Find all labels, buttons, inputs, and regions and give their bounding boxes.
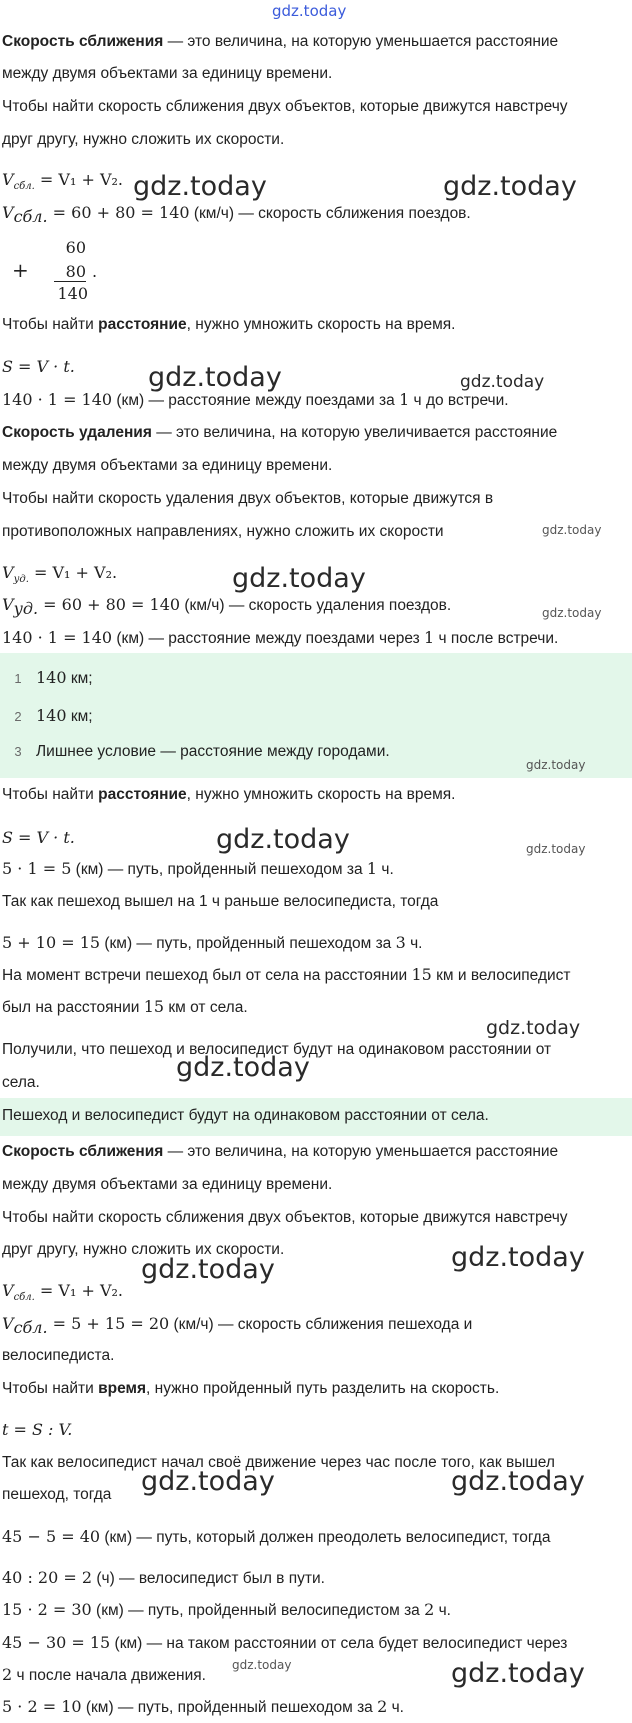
watermark: gdz.today	[526, 758, 586, 772]
watermark: gdz.today	[526, 842, 586, 856]
text-line: Так как велосипедист начал своё движение через час после того, как вышел	[2, 1454, 555, 1471]
watermark-top: gdz.today	[272, 2, 347, 20]
text-line: села.	[2, 1074, 40, 1091]
text-line: противоположных направлениях, нужно сложить их скорости	[2, 523, 444, 540]
watermark: gdz.today	[486, 1017, 581, 1039]
watermark: gdz.today	[232, 1658, 292, 1672]
formula-approach-speed-2: $V_{сбл.} = V_1 + V_2$.	[2, 1281, 123, 1304]
watermark: gdz.today	[443, 171, 577, 202]
definition-approach-speed-2: Скорость сближения — это величина, на которую уменьшается расстояние	[2, 1143, 559, 1160]
watermark: gdz.today	[542, 606, 602, 620]
answer-item-1: 1 140 км;	[14, 668, 93, 687]
answer-item-2: 2 140 км;	[14, 706, 93, 725]
watermark: gdz.today	[232, 563, 366, 594]
text-line: На момент встречи пешеход был от села на расстоянии 15 км и велосипедист	[2, 965, 571, 984]
watermark: gdz.today	[451, 1242, 585, 1273]
definition-approach-speed: Скорость сближения — это величина, на которую уменьшается расстояние	[2, 33, 559, 50]
text-line: Чтобы найти скорость удаления двух объектов, которые движутся в	[2, 490, 494, 507]
formula-cyclist-distance: 15 · 2 = 30 (км) — путь, пройденный велосипедистом за 2 ч.	[2, 1600, 451, 1619]
watermark: gdz.today	[451, 1658, 585, 1689]
text-line: друг другу, нужно сложить их скорости.	[2, 1241, 285, 1258]
text-line: Чтобы найти время, нужно пройденный путь разделить на скорость.	[2, 1380, 500, 1397]
formula-pedestrian-1h: 5 · 1 = 5 (км) — путь, пройденный пешеходом за 1 ч.	[2, 859, 394, 878]
watermark: gdz.today	[460, 372, 545, 392]
text-line: между двумя объектами за единицу времени.	[2, 1176, 333, 1193]
text-line: Чтобы найти расстояние, нужно умножить скорость на время.	[2, 786, 456, 803]
formula-distance: S = V · t.	[2, 357, 75, 376]
formula-cyclist-path: 45 − 5 = 40 (км) — путь, который должен преодолеть велосипедист, тогда	[2, 1527, 551, 1546]
answer-text: Пешеход и велосипедист будут на одинаковом расстоянии от села.	[2, 1107, 489, 1124]
text-line: был на расстоянии 15 км от села.	[2, 997, 248, 1016]
text-line: Чтобы найти скорость сближения двух объектов, которые движутся навстречу	[2, 1209, 568, 1226]
formula-approach-value-2: $V_{сбл.} = 5 + 15 = 20$ (км/ч) — скорость сближения пешехода и	[2, 1314, 473, 1338]
formula-separation-distance: 140 · 1 = 140 (км) — расстояние между поездами через 1 ч после встречи.	[2, 628, 559, 647]
formula-approach-value: $V_{сбл.} = 60 + 80 = 140$ (км/ч) — скорость сближения поездов.	[2, 203, 471, 227]
watermark: gdz.today	[542, 523, 602, 537]
text-line: друг другу, нужно сложить их скорости.	[2, 131, 285, 148]
text-line: велосипедиста.	[2, 1347, 115, 1364]
text-line: между двумя объектами за единицу времени.	[2, 65, 333, 82]
formula-distance-2: S = V · t.	[2, 828, 75, 847]
formula-separation-value: $V_{уд.} = 60 + 80 = 140$ (км/ч) — скорость удаления поездов.	[2, 595, 452, 619]
watermark: gdz.today	[176, 1052, 310, 1083]
watermark: gdz.today	[451, 1466, 585, 1497]
formula-separation-speed: $V_{уд.} = V_1 + V_2$.	[2, 563, 118, 586]
watermark: gdz.today	[148, 362, 282, 393]
watermark: gdz.today	[216, 824, 350, 855]
column-addition: + 60 80 140 .	[12, 238, 98, 303]
text-line: 2 ч после начала движения.	[2, 1665, 206, 1684]
watermark: gdz.today	[141, 1254, 275, 1285]
formula-cyclist-time: 40 : 20 = 2 (ч) — велосипедист был в пути.	[2, 1568, 325, 1587]
text-line: Так как пешеход вышел на 1 ч раньше велосипедиста, тогда	[2, 893, 439, 910]
answer-block-2	[0, 1098, 632, 1136]
text-line: между двумя объектами за единицу времени.	[2, 457, 333, 474]
text-line: Получили, что пешеход и велосипедист будут на одинаковом расстоянии от	[2, 1041, 552, 1058]
watermark: gdz.today	[133, 171, 267, 202]
text-line: пешеход, тогда	[2, 1486, 112, 1503]
formula-pedestrian-2h: 5 · 2 = 10 (км) — путь, пройденный пешеходом за 2 ч.	[2, 1697, 404, 1716]
text-line: Чтобы найти скорость сближения двух объектов, которые движутся навстречу	[2, 98, 568, 115]
formula-approach-speed: $V_{сбл.} = V_1 + V_2$.	[2, 170, 123, 193]
watermark: gdz.today	[141, 1466, 275, 1497]
answer-item-3: 3 Лишнее условие — расстояние между городами.	[14, 743, 390, 760]
formula-distance-value: 140 · 1 = 140 (км) — расстояние между поездами за 1 ч до встречи.	[2, 390, 509, 409]
formula-remaining-distance: 45 − 30 = 15 (км) — на таком расстоянии от села будет велосипедист через	[2, 1633, 568, 1652]
formula-time: t = S : V.	[2, 1420, 73, 1439]
formula-pedestrian-3h: 5 + 10 = 15 (км) — путь, пройденный пешеходом за 3 ч.	[2, 933, 423, 952]
text-line: Чтобы найти расстояние, нужно умножить скорость на время.	[2, 316, 456, 333]
definition-separation-speed: Скорость удаления — это величина, на которую увеличивается расстояние	[2, 424, 558, 441]
